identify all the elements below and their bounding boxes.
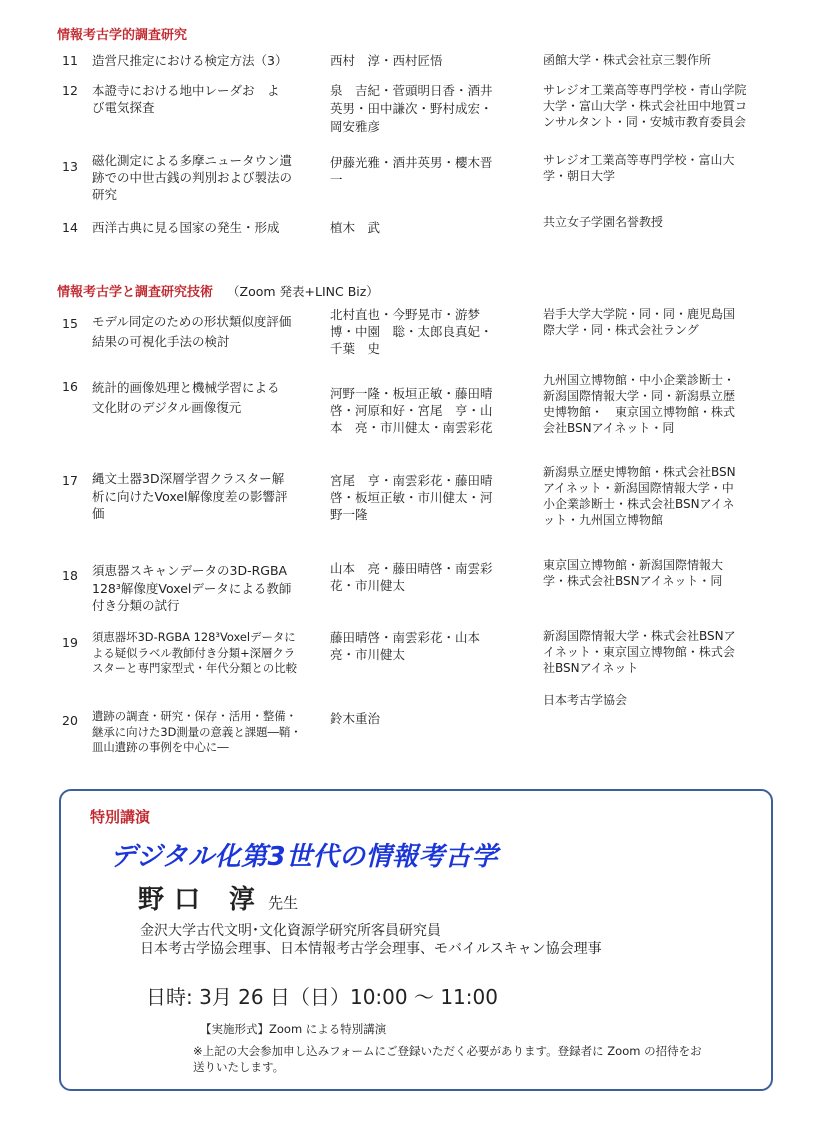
row-title: 遺跡の調査・研究・保存・活用・整備・継承に向けた3D測量の意義と課題―鞘・皿山遺跡の事例を中心に― [92,709,302,754]
section-title-1: 情報考古学的調査研究 [57,28,188,43]
row-number: 17 [62,473,78,488]
section-title-text: 情報考古学と調査研究技術 [57,285,214,300]
lecture-datetime: 日時: 3月 26 日（日）10:00 〜 11:00 [146,985,498,1009]
row-authors: 伊藤光雅・酒井英男・櫻木晋一 [330,155,493,187]
speaker-affiliation-1: 金沢大学古代文明･文化資源学研究所客員研究員 [140,923,441,939]
row-affiliation: 函館大学・株式会社京三製作所 [543,53,712,67]
row-number: 14 [62,220,78,235]
row-title: モデル同定のための形状類似度評価結果の可視化手法の検討 [92,314,292,349]
row-authors: 宮尾 亨・南雲彩花・藤田晴啓・板垣正敏・市川健太・河野一隆 [330,473,493,522]
row-authors: 山本 亮・藤田晴啓・南雲彩花・市川健太 [330,561,493,593]
speaker-affiliation-2: 日本考古学協会理事、日本情報考古学会理事、モバイルスキャン協会理事 [140,941,602,957]
row-authors: 西村 淳・西村匠悟 [330,53,443,68]
row-affiliation: 東京国立博物館・新潟国際情報大学・株式会社BSNアイネット・同 [543,558,724,588]
row-number: 15 [62,316,78,331]
row-number: 12 [62,83,78,98]
row-affiliation: 新潟県立歴史博物館・株式会社BSNアイネット・新潟国際情報大学・中小企業診断士・株式会社BSNアイネット・九州国立博物館 [543,465,736,527]
registration-note: ※上記の大会参加申し込みフォームにご登録いただく必要があります。登録者に Zoom の招待をお送りいたします。 [193,1044,702,1074]
row-authors: 泉 吉紀・菅頭明日香・酒井英男・田中謙次・野村成宏・岡安雅彦 [330,83,493,134]
row-affiliation: 共立女子学園名誉教授 [543,215,664,229]
special-lecture-label: 特別講演 [90,808,151,826]
row-number: 16 [62,379,78,394]
row-title: 須恵器坏3D-RGBA 128³Voxelデータによる疑似ラベル教師付き分類+深層クラスターと専門家型式・年代分類との比較 [92,630,298,675]
row-number: 13 [62,159,78,174]
row-authors: 北村直也・今野晃市・游梦博・中園 聡・太郎良真妃・千葉 史 [330,307,493,356]
row-number: 20 [62,713,78,728]
lecture-format: 【実施形式】Zoom による特別講演 [200,1022,387,1036]
speaker-name: 野口 淳 [138,885,266,915]
row-affiliation: 新潟国際情報大学・株式会社BSNアイネット・東京国立博物館・株式会社BSNアイネット [543,629,736,675]
section-note: （Zoom 発表+LINC Biz） [227,284,379,299]
row-affiliation: 岩手大学大学院・同・同・鹿児島国際大学・同・株式会社ラング [543,307,736,337]
row-affiliation: 九州国立博物館・中小企業診断士・新潟国際情報大学・同・新潟県立歴史博物館・ 東京国立博物館・株式会社BSNアイネット・同 [543,373,736,435]
row-authors: 植木 武 [330,220,381,235]
row-title: 縄文土器3D深層学習クラスター解析に向けたVoxel解像度差の影響評価 [92,471,288,521]
row-title: 造営尺推定における検定方法（3） [92,53,288,68]
row-affiliation: サレジオ工業高等専門学校・富山大学・朝日大学 [543,153,735,183]
speaker [138,879,298,916]
row-title: 本證寺における地中レーダお よび電気探査 [92,83,280,115]
row-number: 11 [62,53,78,68]
row-title: 磁化測定による多摩ニュータウン遺跡での中世古銭の判別および製法の研究 [92,153,293,202]
special-lecture-title: デジタル化第3世代の情報考古学 [110,842,499,872]
row-title: 統計的画像処理と機械学習による文化財のデジタル画像復元 [92,380,280,415]
row-authors: 藤田晴啓・南雲彩花・山本 亮・市川健太 [330,630,493,662]
row-authors: 河野一隆・板垣正敏・藤田晴啓・河原和好・宮尾 亨・山本 亮・市川健太・南雲彩花 [330,386,493,435]
row-number: 19 [62,635,78,650]
row-number: 18 [62,568,78,583]
speaker-honorific: 先生 [268,894,299,912]
section-title-2 [57,281,379,300]
row-title: 須恵器スキャンデータの3D-RGBA 128³解像度Voxelデータによる教師付き分類の試行 [92,563,292,613]
row-affiliation: サレジオ工業高等専門学校・青山学院大学・富山大学・株式会社田中地質コンサルタント・同・安城市教育委員会 [543,83,748,129]
row-title: 西洋古典に見る国家の発生・形成 [92,220,280,235]
row-affiliation: 日本考古学協会 [543,693,628,707]
row-authors: 鈴木重治 [330,711,381,726]
